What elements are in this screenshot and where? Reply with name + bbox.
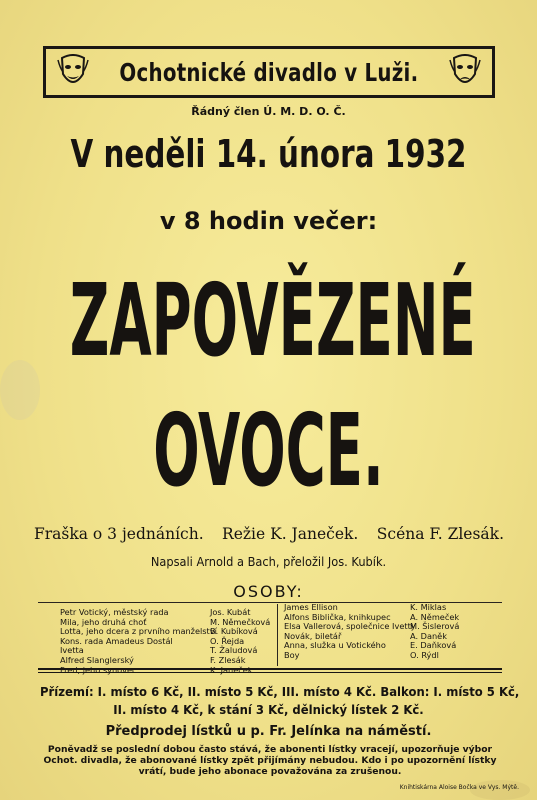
role-name: Anna, služka u Votického (284, 640, 386, 651)
membership-line: Řádný člen Ú. M. D. O. Č. (191, 105, 346, 118)
play-title-line-1: ZAPOVĚZENÉ (69, 263, 476, 380)
actor-name: T. Žaludová (210, 645, 258, 656)
scene-text: Scéna F. Zlesák. (376, 525, 504, 543)
actor-name: O. Řejda (210, 635, 245, 646)
role-name: Ivetta (60, 645, 84, 656)
event-time: v 8 hodin večer: (159, 207, 378, 235)
actor-name: E. Daňková (410, 640, 457, 651)
credits-row (34, 525, 504, 543)
genre-text: Fraška o 3 jednáních. (34, 525, 204, 543)
actor-name: M. Němečková (210, 616, 271, 627)
cast-list-right (284, 603, 459, 661)
role-name: Elsa Vallerová, společnice Ivetty (284, 621, 416, 632)
event-date: V neděli 14. února 1932 (70, 132, 467, 176)
actor-name: F. Zlesák (210, 654, 246, 665)
divider (38, 672, 502, 673)
subscriber-notice: Poněvadž se poslední dobou často stává, že abonenti lístky vracejí, upozorňuje výbor Ochot. divadla, že abonované lístky zpět přijímány nebudou. Kdo i po upozornění lístky vrátí, bude jeho abonace považována za zrušenou. (43, 744, 497, 777)
divider (38, 668, 502, 670)
play-title-line-2: OVOCE. (153, 393, 384, 510)
direction-text: Režie K. Janeček. (222, 525, 359, 543)
role-name: Kons. rada Amadeus Dostál (60, 635, 173, 646)
role-name: James Ellison (284, 602, 338, 612)
price-line-2: II. místo 4 Kč, k stání 3 Kč, dělnický lístek 2 Kč. (113, 702, 424, 717)
theatre-mask-icon (56, 54, 90, 92)
authors-line: Napsali Arnold a Bach, přeložil Jos. Kubík. (150, 555, 387, 569)
role-name: Boy (284, 649, 300, 660)
cast-row (60, 666, 270, 676)
role-name: Petr Votický, městský rada (60, 607, 169, 617)
actor-name: A. Němeček (410, 611, 460, 622)
theatre-name: Ochotnické divadlo v Luži. (119, 57, 419, 87)
actor-name: A. Daněk (410, 630, 447, 641)
role-name: Lotta, jeho dcera z prvního manželství (60, 626, 217, 637)
actor-name: B. Kubíková (210, 626, 258, 637)
actor-name: O. Rýdl (410, 649, 439, 660)
printer-credit: Knihtiskárna Aloise Bočka ve Vys. Mýtě. (399, 784, 519, 791)
actor-name: Jos. Kubát (210, 607, 251, 617)
actor-name: K. Miklas (410, 602, 447, 612)
role-name: Novák, biletář (284, 630, 342, 641)
role-name (60, 666, 210, 676)
cast-heading: OSOBY: (233, 582, 304, 601)
theatre-header-box (43, 46, 495, 98)
theatre-mask-icon (448, 54, 482, 92)
role-name: Alfons Biblička, knihkupec (284, 611, 391, 622)
role-name: Alfred Slanglerský (60, 654, 134, 665)
cast-list-left (60, 608, 270, 675)
actor-name (210, 666, 253, 676)
cast-column-divider (277, 604, 278, 666)
presale-line: Předprodej lístků u p. Fr. Jelínka na náměstí. (105, 724, 432, 739)
paper-stain (0, 360, 40, 420)
cast-row (284, 651, 459, 661)
actor-name: M. Šislerová (410, 621, 460, 632)
role-name: Mila, jeho druhá choť (60, 616, 147, 627)
price-line-1: Přízemí: I. místo 6 Kč, II. místo 5 Kč, III. místo 4 Kč. Balkon: I. místo 5 Kč, (40, 684, 520, 699)
